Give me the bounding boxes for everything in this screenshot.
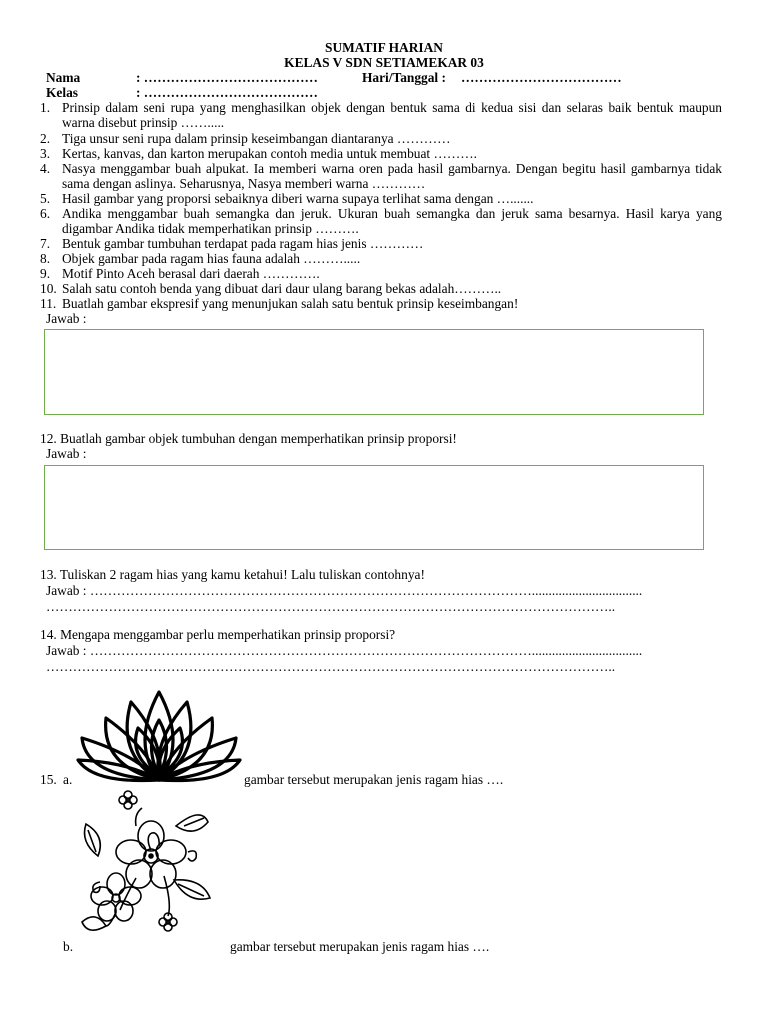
question-text: Kertas, kanvas, dan karton merupakan contoh media untuk membuat ……….	[62, 146, 477, 161]
question-6	[40, 206, 722, 236]
hari-tanggal-label: Hari/Tanggal :	[362, 70, 446, 85]
answer-box-12[interactable]	[44, 465, 704, 550]
answer-line-14-2[interactable]: ………………………………………………………………………………………………………………..	[46, 659, 616, 674]
question-7	[40, 236, 722, 251]
question-5	[40, 191, 722, 206]
question-number: 9.	[40, 266, 51, 281]
question-number: 1.	[40, 100, 51, 115]
answer-line-13-2[interactable]: ………………………………………………………………………………………………………………..	[46, 599, 616, 614]
question-10	[40, 281, 722, 296]
question-12: 12. Buatlah gambar objek tumbuhan dengan memperhatikan prinsip proporsi!	[40, 431, 457, 446]
question-text: Salah satu contoh benda yang dibuat dari daur ulang barang bekas adalah………..	[62, 281, 502, 296]
lotus-ornament-icon	[76, 684, 242, 784]
page-subtitle: KELAS V SDN SETIAMEKAR 03	[284, 55, 484, 70]
question-13: 13. Tuliskan 2 ragam hias yang kamu ketahui! Lalu tuliskan contohnya!	[40, 567, 425, 582]
question-3	[40, 146, 722, 161]
question-1	[40, 100, 722, 130]
question-2	[40, 131, 722, 146]
question-number: 4.	[40, 161, 51, 176]
page-title: SUMATIF HARIAN	[325, 40, 443, 55]
question-text: Objek gambar pada ragam hias fauna adalah ……….....	[62, 251, 361, 266]
question-text: Andika menggambar buah semangka dan jeruk. Ukuran buah semangka dan jeruk sama besarnya. Hasil karya yang digambar Andika tidak memperhatikan prinsip ……….	[62, 206, 722, 237]
question-11	[40, 296, 722, 311]
jawab-label-11: Jawab :	[46, 311, 87, 326]
question-number: 5.	[40, 191, 51, 206]
question-4	[40, 161, 722, 191]
question-14: 14. Mengapa menggambar perlu memperhatikan prinsip proporsi?	[40, 627, 396, 642]
answer-line-13-1[interactable]: Jawab : ……………………………………………………………………………………….................................	[46, 583, 643, 598]
nama-field[interactable]: : …………………………………	[136, 70, 318, 85]
nama-label: Nama	[46, 70, 81, 85]
question-15-number: 15.	[40, 772, 57, 787]
question-number: 6.	[40, 206, 51, 221]
question-text: Buatlah gambar ekspresif yang menunjukan salah satu bentuk prinsip keseimbangan!	[62, 296, 519, 311]
question-number: 10.	[40, 281, 57, 296]
question-text: Bentuk gambar tumbuhan terdapat pada ragam hias jenis …………	[62, 236, 424, 251]
hari-tanggal-field[interactable]: ………………………………	[461, 70, 622, 85]
flower-ornament-icon	[76, 786, 228, 946]
question-number: 3.	[40, 146, 51, 161]
question-number: 11.	[40, 296, 57, 311]
question-15b-text: gambar tersebut merupakan jenis ragam hias ….	[230, 939, 490, 954]
answer-box-11[interactable]	[44, 329, 704, 415]
answer-line-14-1[interactable]: Jawab : ……………………………………………………………………………………….................................	[46, 643, 643, 658]
kelas-label: Kelas	[46, 85, 78, 100]
question-number: 2.	[40, 131, 51, 146]
question-number: 8.	[40, 251, 51, 266]
question-text: Prinsip dalam seni rupa yang menghasilkan objek dengan bentuk sama di kedua sisi dan selaras baik bentuk maupun warna disebut prinsip …….....	[62, 100, 722, 131]
jawab-label-12: Jawab :	[46, 446, 87, 461]
question-15a-text: gambar tersebut merupakan jenis ragam hias ….	[244, 772, 504, 787]
question-text: Tiga unsur seni rupa dalam prinsip keseimbangan diantaranya …………	[62, 131, 451, 146]
question-9	[40, 266, 722, 281]
question-number: 7.	[40, 236, 51, 251]
question-8	[40, 251, 722, 266]
question-15a-label: a.	[63, 772, 73, 787]
question-text: Motif Pinto Aceh berasal dari daerah ………….	[62, 266, 320, 281]
question-text: Hasil gambar yang proporsi sebaiknya diberi warna supaya terlihat sama dengan ….......	[62, 191, 534, 206]
question-15b-label: b.	[63, 939, 74, 954]
question-text: Nasya menggambar buah alpukat. Ia memberi warna oren pada hasil gambarnya. Dengan begitu hasil gambarnya tidak sama dengan aslinya. Seharusnya, Nasya memberi warna …………	[62, 161, 722, 192]
kelas-field[interactable]: : …………………………………	[136, 85, 318, 100]
